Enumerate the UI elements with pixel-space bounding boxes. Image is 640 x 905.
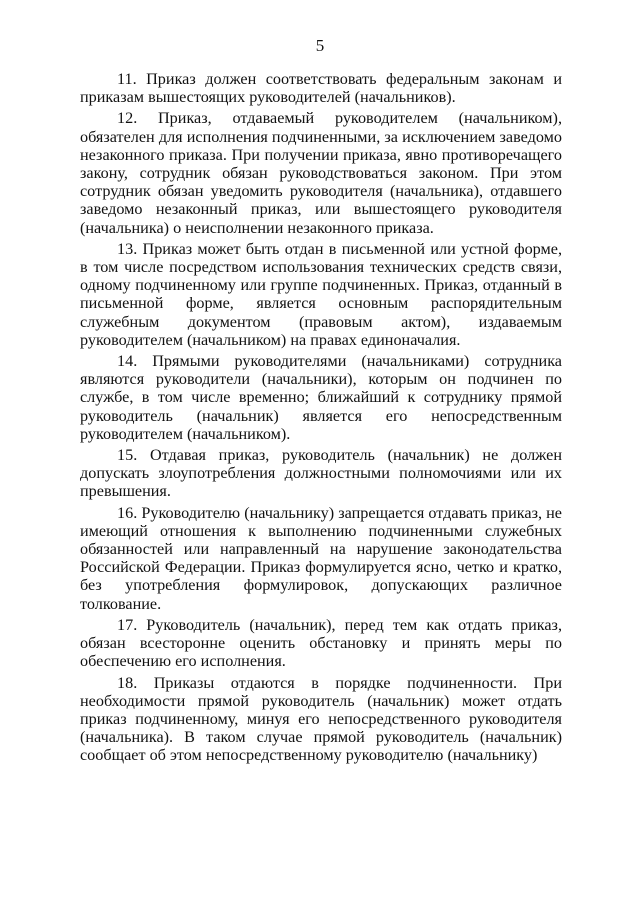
paragraph-14: 14. Прямыми руководителями (начальниками) сотрудника являются руководители (начальники), которым он подчинен по службе, в том числе временно; ближайший к сотруднику прямой руководитель (начальник) является его непосредственным руководителем (начальником). <box>80 352 562 443</box>
paragraph-15: 15. Отдавая приказ, руководитель (начальник) не должен допускать злоупотребления должностными полномочиями или их превышения. <box>80 446 562 501</box>
paragraph-11: 11. Приказ должен соответствовать федеральным законам и приказам вышестоящих руководителей (начальников). <box>80 70 562 107</box>
document-body <box>80 70 562 768</box>
paragraph-12: 12. Приказ, отдаваемый руководителем (начальником), обязателен для исполнения подчиненными, за исключением заведомо незаконного приказа. При получении приказа, явно противоречащего закону, сотрудник обязан руководствоваться законом. При этом сотрудник обязан уведомить руководителя (начальника), отдавшего заведомо незаконный приказ, или вышестоящего руководителя (начальника) о неисполнении незаконного приказа. <box>80 109 562 237</box>
paragraph-13: 13. Приказ может быть отдан в письменной или устной форме, в том числе посредством использования технических средств связи, одному подчиненному или группе подчиненных. Приказ, отданный в письменной форме, является основным распорядительным служебным документом (правовым актом), издаваемым руководителем (начальником) на правах единоначалия. <box>80 239 562 349</box>
page-number: 5 <box>315 36 325 55</box>
paragraph-16: 16. Руководителю (начальнику) запрещается отдавать приказ, не имеющий отношения к выполнению подчиненными служебных обязанностей или направленный на нарушение законодательства Российской Федерации. Приказ формулируется ясно, четко и кратко, без употребления формулировок, допускающих различное толкование. <box>80 503 562 613</box>
paragraph-17: 17. Руководитель (начальник), перед тем как отдать приказ, обязан всесторонне оценить обстановку и принять меры по обеспечению его исполнения. <box>80 615 562 671</box>
paragraph-18: 18. Приказы отдаются в порядке подчиненности. При необходимости прямой руководитель (начальник) может отдать приказ подчиненному, минуя его непосредственного руководителя (начальника). В таком случае прямой руководитель (начальник) сообщает об этом непосредственному руководителю (начальнику) <box>80 673 562 765</box>
